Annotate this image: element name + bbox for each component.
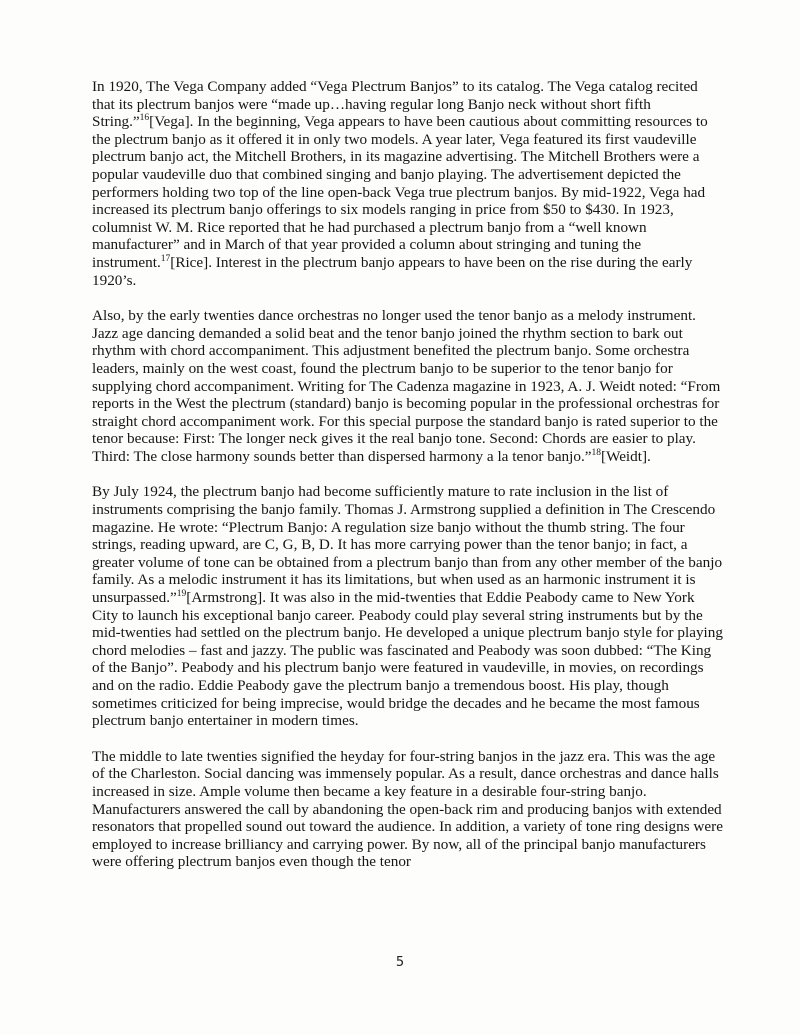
text-run: By July 1924, the plectrum banjo had become sufficiently mature to rate inclusion in the list of instruments comprising the banjo family. Thomas J. Armstrong supplied a definition in The Crescendo magazine. He wrote: “Plectrum Banjo: A regulation size banjo without the thumb string. The four strings, reading upward, are C, G, B, D. It has more carrying power than the tenor banjo; in fact, a greater volume of tone can be obtained from a plectrum banjo than from any other member of the banjo family. As a melodic instrument it has its limitations, but when used as an harmonic instrument it is unsurpassed.” [92,483,723,607]
footnote-ref: 17 [160,253,171,264]
text-run: In 1920, The Vega Company added “Vega Plectrum Banjos” to its catalog. The Vega catalog recited that its plectrum banjos were “made up…having regular long Banjo neck without short fifth String.” [92,78,698,131]
text-run: [Armstrong]. It was also in the mid-twenties that Eddie Peabody came to New York City to launch his exceptional banjo career. Peabody could play several string instruments but by the mid-twenties had settled on the plectrum banjo. He developed a unique plectrum banjo style for playing chord melodies – fast and jazzy. The public was fascinated and Peabody was soon dubbed: “The King of the Banjo”. Peabody and his plectrum banjo were featured in vaudeville, in movies, on recordings and on the radio. Eddie Peabody gave the plectrum banjo a tremendous boost. His play, though sometimes criticized for being imprecise, would bridge the decades and he became the most famous plectrum banjo entertainer in modern times. [92,589,723,730]
paragraph [92,307,724,465]
page-number: 5 [395,955,405,970]
body-text [92,78,724,889]
text-run: [Weidt]. [601,447,651,465]
text-run: [Rice]. Interest in the plectrum banjo appears to have been on the rise during the early 1920’s. [92,253,693,289]
text-run: [Vega]. In the beginning, Vega appears to have been cautious about committing resources to the plectrum banjo as it offered it in only two models. A year later, Vega featured its first vaudeville plectrum banjo act, the Mitchell Brothers, in its magazine advertising. The Mitchell Brothers were a popular vaudeville duo that combined singing and banjo playing. The advertisement depicted the performers holding two top of the line open-back Vega true plectrum banjos. By mid-1922, Vega had increased its plectrum banjo offerings to six models ranging in price from $50 to $430. In 1923, columnist W. M. Rice reported that he had purchased a plectrum banjo from a “well known manufacturer” and in March of that year provided a column about stringing and tuning the instrument. [92,113,708,271]
text-run: Also, by the early twenties dance orchestras no longer used the tenor banjo as a melody instrument. Jazz age dancing demanded a solid beat and the tenor banjo joined the rhythm section to bark out rhythm with chord accompaniment. This adjustment benefited the plectrum banjo. Some orchestra leaders, mainly on the west coast, found the plectrum banjo to be superior to the tenor banjo for supplying chord accompaniment. Writing for The Cadenza magazine in 1923, A. J. Weidt noted: “From reports in the West the plectrum (standard) banjo is becoming popular in the professional orchestras for straight chord accompaniment work. For this special purpose the standard banjo is rated superior to the tenor because: First: The longer neck gives it the real banjo tone. Second: Chords are easier to play. Third: The close harmony sounds better than dispersed harmony a la tenor banjo.” [92,307,721,465]
footnote-ref: 16 [139,113,150,124]
paragraph [92,748,724,871]
footnote-ref: 19 [176,588,187,599]
paragraph [92,483,724,729]
paragraph [92,78,724,289]
footnote-ref: 18 [591,447,602,458]
text-run: The middle to late twenties signified the heyday for four-string banjos in the jazz era. This was the age of the Charleston. Social dancing was immensely popular. As a result, dance orchestras and dance halls increased in size. Ample volume then became a key feature in a desirable four-string banjo. Manufacturers answered the call by abandoning the open-back rim and producing banjos with extended resonators that propelled sound out toward the audience. In addition, a variety of tone ring designs were employed to increase brilliancy and carrying power. By now, all of the principal banjo manufacturers were offering plectrum banjos even though the tenor [92,747,723,871]
